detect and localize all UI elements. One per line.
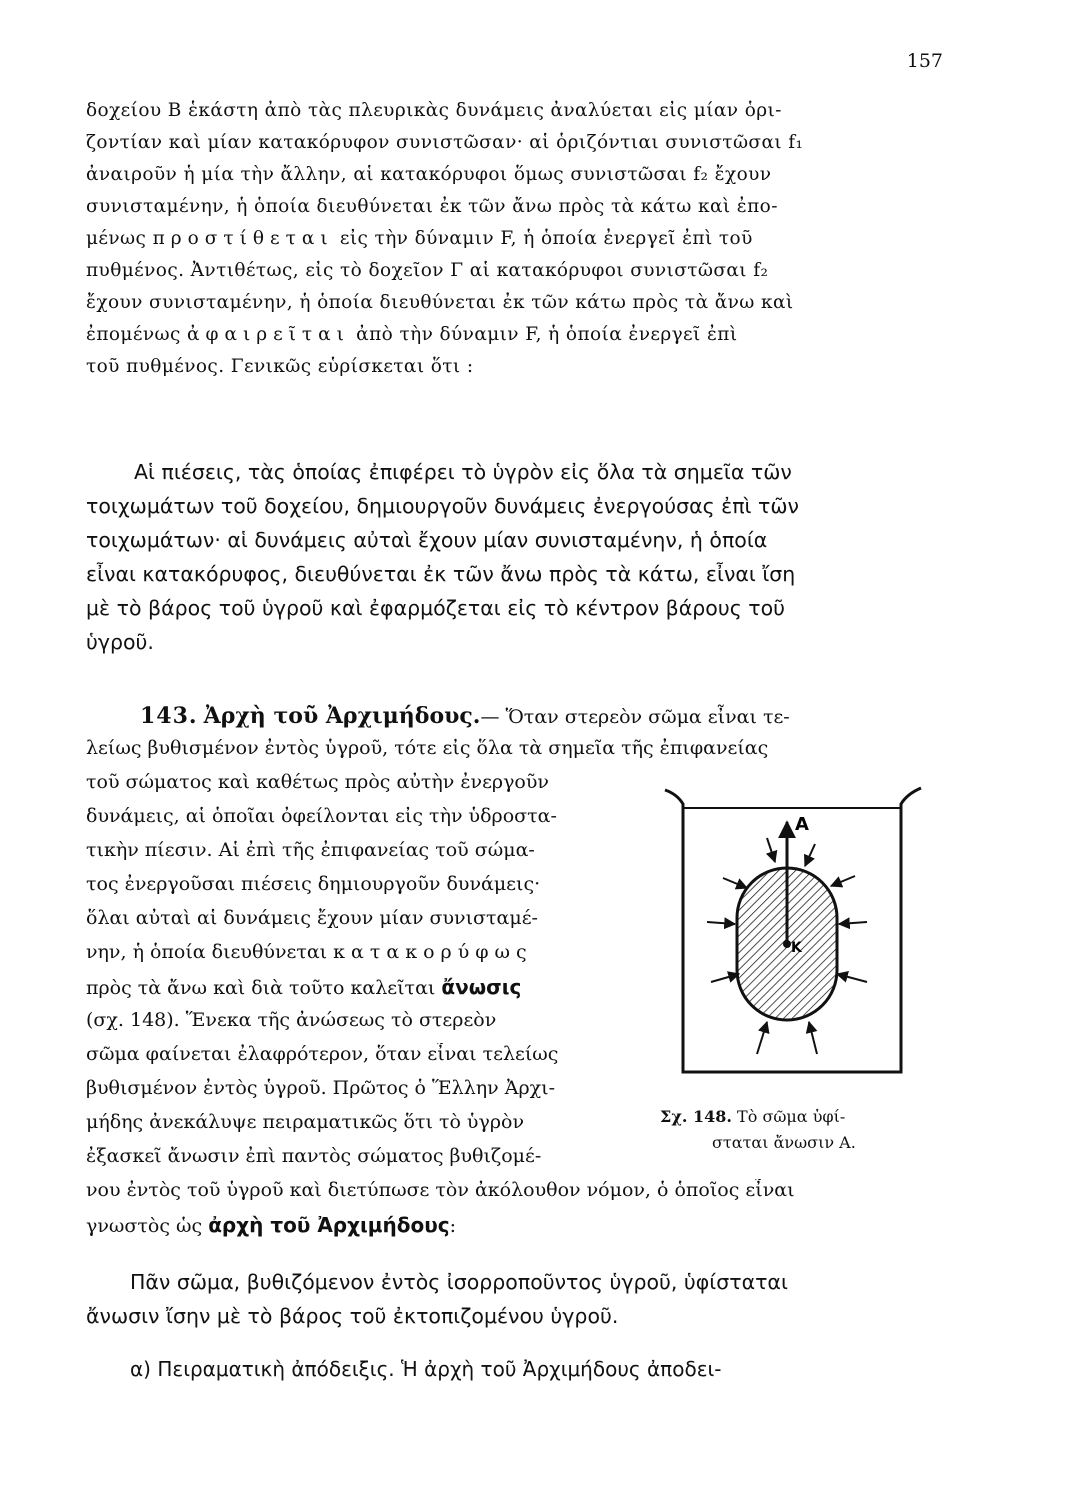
beaker-diagram [663,782,923,1082]
pressure-arrow [767,838,775,862]
text-line [86,941,651,963]
caption-number: Σχ. 148. [660,1107,732,1126]
text-line: Πᾶν σῶμα, βυθιζόμενον ἐντὸς ἰσορροποῦντος ὑγροῦ, ὑφίσταται [130,1270,788,1294]
text-line: ἔχουν συνισταμένην, ἡ ὁποία διευθύνεται ἐκ τῶν κάτω πρὸς τὰ ἄνω καὶ [86,292,794,313]
bold-term: ἀρχὴ τοῦ Ἀρχιμήδους [208,1213,450,1237]
text-line: νου ἐντὸς τοῦ ὑγροῦ καὶ διετύπωσε τὸν ἀκόλουθον νόμον, ὁ ὁποῖος εἶναι [86,1179,795,1201]
text-line: ζοντίαν καὶ μίαν κατακόρυφον συνιστῶσαν· αἱ ὁριζόντιαι συνιστῶσαι f₁ [86,132,804,153]
text-fragment: ἐπομένως [86,324,188,345]
text-fragment: ἀπὸ τὴν δύναμιν F, ἡ ὁποία ἐνεργεῖ ἐπὶ [349,324,738,345]
text-fragment: πρὸς τὰ ἄνω καὶ διὰ τοῦτο καλεῖται [86,977,442,999]
emphasized-text: κατακορύφως [333,941,533,963]
text-line: ἄνωσιν ἴσην μὲ τὸ βάρος τοῦ ἐκτοπιζομένου ὑγροῦ. [86,1304,619,1328]
text-line: δυνάμεις, αἱ ὁποῖαι ὀφείλονται εἰς τὴν ὑδροστα- [86,805,557,827]
text-fragment: γνωστὸς ὡς [86,1215,209,1237]
pressure-arrow [837,974,867,982]
label-a: A [795,814,809,835]
text-line: ὑγροῦ. [86,630,154,654]
text-line: εἶναι κατακόρυφος, διευθύνεται ἐκ τῶν ἄνω πρὸς τὰ κάτω, εἶναι ἴση [86,562,796,586]
text-line: δοχείου Β ἑκάστη ἀπὸ τὰς πλευρικὰς δυνάμεις ἀναλύεται εἰς μίαν ὁρι- [86,100,782,121]
caption-line: σταται ἄνωσιν Α. [712,1133,856,1152]
text-line: μήδης ἀνεκάλυψε πειραματικῶς ὅτι τὸ ὑγρὸν [86,1111,525,1133]
figure-caption [660,1104,930,1156]
pressure-arrow [839,922,867,924]
text-line: ἀναιροῦν ἡ μία τὴν ἄλλην, αἱ κατακόρυφοι ὅμως συνιστῶσαι f₂ ἔχουν [86,164,772,185]
caption-line [660,1104,930,1130]
pressure-arrow [723,878,747,888]
text-line: τοῦ πυθμένος. Γενικῶς εὑρίσκεται ὅτι : [86,356,474,377]
text-line [86,1213,926,1237]
text-fragment: εἰς τὴν δύναμιν F, ἡ ὁποία ἐνεργεῖ ἐπὶ τοῦ [333,228,753,249]
figure-148 [663,782,923,1082]
text-line [86,324,926,345]
section-number: 143. [140,703,198,729]
section-title: Ἀρχὴ τοῦ Ἀρχιμήδους. [203,703,481,729]
text-line: τοῦ σώματος καὶ καθέτως πρὸς αὐτὴν ἐνεργοῦν [86,771,549,793]
text-fragment: μένως [86,228,153,249]
text-fragment: νην, ἡ ὁποία διευθύνεται [86,941,334,963]
bold-term: ἄνωσις [441,975,522,999]
text-line: βυθισμένον ἐντὸς ὑγροῦ. Πρῶτος ὁ Ἕλλην Ἀρχι- [86,1077,556,1099]
pressure-arrow [805,844,815,866]
text-line: πυθμένος. Ἀντιθέτως, εἰς τὸ δοχεῖον Γ αἱ κατακόρυφοι συνιστῶσαι f₂ [86,260,769,281]
text-line: τοιχωμάτων τοῦ δοχείου, δημιουργοῦν δυνάμεις ἐνεργούσας ἐπὶ τῶν [86,494,799,518]
text-line: τικὴν πίεσιν. Αἱ ἐπὶ τῆς ἐπιφανείας τοῦ σώμα- [86,839,535,861]
label-k: K [791,940,802,956]
section-heading-line [140,703,930,729]
text-line: Αἱ πιέσεις, τὰς ὁποίας ἐπιφέρει τὸ ὑγρὸν εἰς ὅλα τὰ σημεῖα τῶν [134,460,792,484]
text-line: (σχ. 148). Ἕνεκα τῆς ἀνώσεως τὸ στερεὸν [86,1009,497,1031]
caption-text: Τὸ σῶμα ὑφί- [737,1107,846,1126]
text-fragment: : [449,1215,457,1237]
pressure-arrow [809,1022,817,1054]
text-line: ἐξασκεῖ ἄνωσιν ἐπὶ παντὸς σώματος βυθιζομέ- [86,1145,542,1167]
emphasized-text: προστίθεται [152,228,334,249]
text-line: λείως βυθισμένον ἐντὸς ὑγροῦ, τότε εἰς ὅλα τὰ σημεῖα τῆς ἐπιφανείας [86,737,769,759]
text-line [86,228,926,249]
center-point [783,940,791,948]
text-line: τοιχωμάτων· αἱ δυνάμεις αὐταὶ ἔχουν μίαν συνισταμένην, ἡ ὁποία [86,528,768,552]
pressure-arrow [707,922,735,924]
text-line: μὲ τὸ βάρος τοῦ ὑγροῦ καὶ ἐφαρμόζεται εἰς τὸ κέντρον βάρους τοῦ [86,596,785,620]
text-line [86,975,651,999]
pressure-arrow [711,974,739,982]
text-line: σῶμα φαίνεται ἐλαφρότερον, ὅταν εἶναι τελείως [86,1043,559,1065]
emphasized-text: ἀφαιρεῖται [187,324,350,345]
proof-line: α) Πειραματικὴ ἀπόδειξις. Ἡ ἀρχὴ τοῦ Ἀρχιμήδους ἀποδει- [130,1357,722,1381]
text-line: συνισταμένην, ἡ ὁποία διευθύνεται ἐκ τῶν ἄνω πρὸς τὰ κάτω καὶ ἐπο- [86,196,778,217]
text-fragment: — Ὅταν στερεὸν σῶμα εἶναι τε- [480,706,790,728]
text-line: ὅλαι αὐταὶ αἱ δυνάμεις ἔχουν μίαν συνισταμέ- [86,907,538,929]
page-number: 157 [906,50,943,72]
pressure-arrow [757,1022,767,1054]
text-line: τος ἐνεργοῦσαι πιέσεις δημιουργοῦν δυνάμεις· [86,873,541,895]
pressure-arrow [831,876,855,886]
